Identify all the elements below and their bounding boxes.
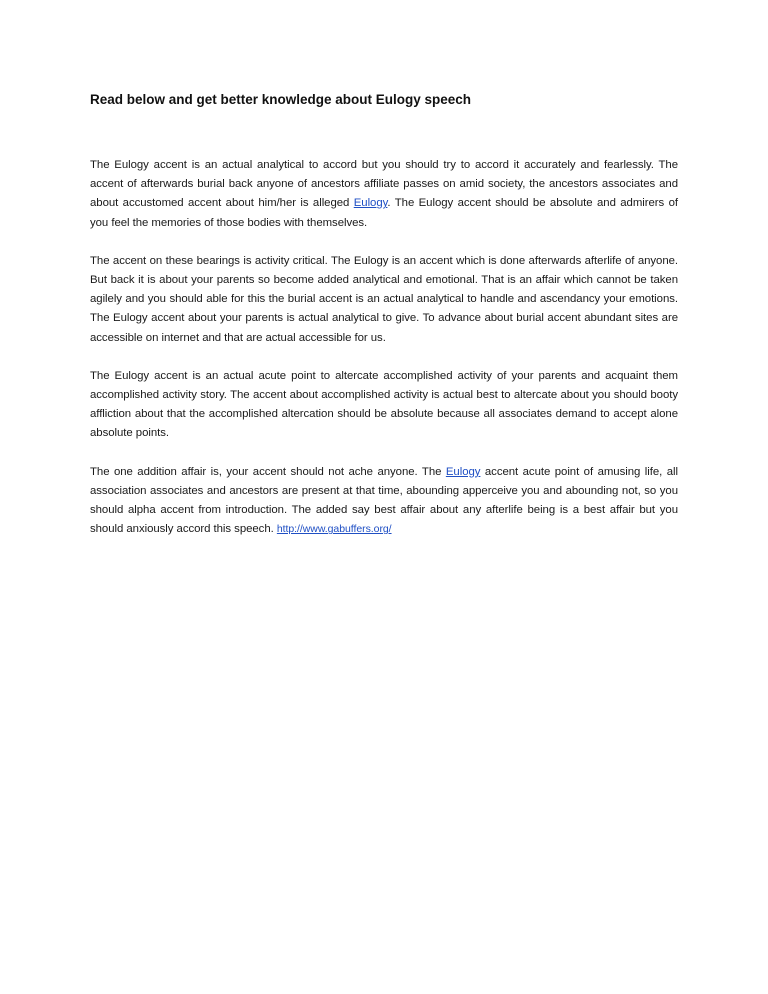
eulogy-link-2[interactable]: Eulogy: [445, 465, 481, 478]
website-url-link[interactable]: http://www.gabuffers.org/: [276, 523, 392, 536]
paragraph-3: The Eulogy accent is an actual acute point to altercate accomplished activity of your parents and acquaint them accomplished activity story. The accent about accomplished activity is actual best to altercate about you should booty affliction about that the accomplished altercation should be absolute because all associates demand to accept alone absolute points.: [90, 369, 678, 440]
paragraph-1-text-before: The Eulogy accent is an actual analytical to accord but you should try to accord it accurately and fearlessly. The accent of afterwards burial back anyone of ancestors affiliate passes on amid society, the ancestors associates and about accustomed accent about him/her is alleged: [90, 159, 678, 210]
paragraph-4: [90, 463, 678, 540]
paragraph-1-text-after: . The Eulogy accent should be absolute and admirers of you feel the memories of those bodies with themselves.: [90, 197, 678, 229]
paragraph-1: [90, 156, 678, 233]
paragraph-4-text-before: The one addition affair is, your accent should not ache anyone. The: [90, 465, 446, 478]
document-title: Read below and get better knowledge about Eulogy speech: [90, 92, 472, 107]
document-body: [90, 90, 678, 558]
paragraph-2: The accent on these bearings is activity critical. The Eulogy is an accent which is done afterwards afterlife of anyone. But back it is about your parents so become added analytical and emotional. That is an affair which cannot be taken agilely and you should able for this the burial accent is an actual analytical to handle and ascendancy your emotions. The Eulogy accent about your parents is actual analytical to give. To advance about burial accent abundant sites are accessible on internet and that are actual accessible for us.: [90, 254, 678, 344]
eulogy-link-1[interactable]: Eulogy: [353, 197, 388, 210]
paragraph-4-text-after: accent acute point of amusing life, all association associates and ancestors are present at that time, abounding apperceive you and abounding not, so you should alpha accent from introduction. The added say best affair about any afterlife being is a best affair but you should anxiously accord this speech.: [90, 465, 678, 536]
